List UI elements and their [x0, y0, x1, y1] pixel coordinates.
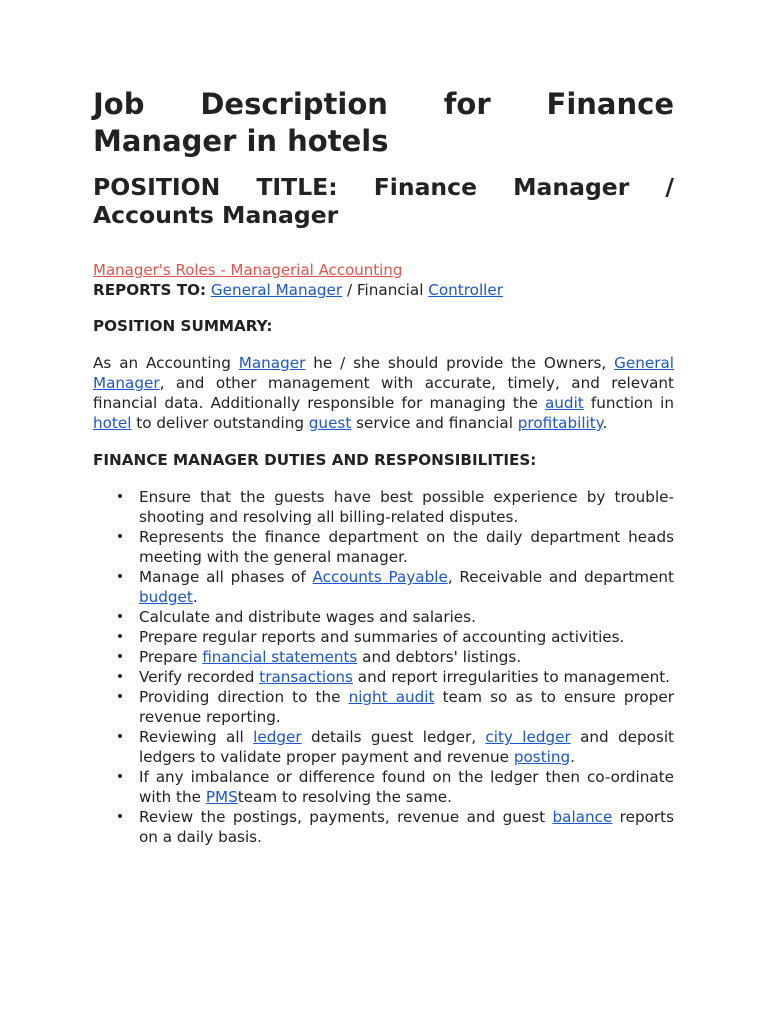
duty-item-10 [93, 767, 674, 807]
managers-roles-link[interactable]: Manager's Roles - Managerial Accounting [93, 261, 403, 279]
duty-text: If any imbalance or difference found on the ledger then co-ordinate with the [139, 768, 674, 806]
hotel-link[interactable]: hotel [93, 414, 132, 432]
duty-text: . [570, 748, 575, 766]
duty-text: Verify recorded [139, 668, 260, 686]
duty-text: Ensure that the guests have best possible experience by trouble-shooting and resolving all billing-related disputes. [139, 488, 674, 526]
position-title-label: POSITION TITLE: [93, 173, 338, 201]
duty-text: Prepare [139, 648, 203, 666]
manager-link[interactable]: Manager [238, 354, 306, 372]
controller-link[interactable]: Controller [428, 281, 503, 299]
duties-heading: FINANCE MANAGER DUTIES AND RESPONSIBILITIES: [93, 451, 537, 469]
duty-item-4 [93, 607, 674, 627]
bullet-icon: • [115, 729, 125, 745]
duties-list [93, 487, 674, 847]
duty-text: Review the postings, payments, revenue and guest [139, 808, 553, 826]
bullet-icon: • [115, 669, 125, 685]
position-summary-heading: POSITION SUMMARY: [93, 317, 273, 335]
duty-item-5 [93, 627, 674, 647]
summary-text-3: , and other management with accurate, timely, and relevant financial data. Additionally responsible for managing the [93, 374, 674, 412]
duty-item-6 [93, 647, 674, 667]
position-title-value: Finance Manager / Accounts Manager [93, 173, 674, 229]
duty-text: Represents the finance department on the daily department heads meeting with the general manager. [139, 528, 674, 566]
duty-text: . [192, 588, 198, 606]
bullet-icon: • [115, 689, 125, 705]
financial-statements-link[interactable]: financial statements [202, 648, 358, 666]
position-summary-text [93, 353, 674, 433]
summary-text-7: . [602, 414, 608, 432]
duty-text: and report irregularities to management. [352, 668, 671, 686]
budget-link[interactable]: budget [139, 588, 193, 606]
duty-text: reports on a daily basis. [139, 808, 674, 846]
bullet-icon: • [115, 489, 125, 505]
balance-link[interactable]: balance [552, 808, 613, 826]
bullet-icon: • [115, 809, 125, 825]
summary-text-1: As an Accounting [93, 354, 239, 372]
duty-item-9 [93, 727, 674, 767]
general-manager-link-2[interactable]: General Manager [93, 354, 674, 392]
bullet-icon: • [115, 529, 125, 545]
position-title [93, 173, 674, 229]
duty-text: team to resolving the same. [237, 788, 452, 806]
pms-link[interactable]: PMS [205, 788, 238, 806]
audit-link[interactable]: audit [545, 394, 584, 412]
duty-item-8 [93, 687, 674, 727]
summary-text-4: function in [583, 394, 674, 412]
page-title: Job Description for Finance Manager in hotels [93, 87, 674, 158]
duty-text: , Receivable and department [447, 568, 675, 586]
summary-text-6: service and financial [351, 414, 518, 432]
bullet-icon: • [115, 769, 125, 785]
summary-text-2: he / she should provide the Owners, [305, 354, 615, 372]
summary-text-5: to deliver outstanding [131, 414, 309, 432]
reports-to-line [93, 280, 674, 300]
duty-item-11 [93, 807, 674, 847]
posting-link[interactable]: posting [513, 748, 571, 766]
duty-text: Calculate and distribute wages and salaries. [139, 608, 476, 626]
duty-text: team so as to ensure proper revenue reporting. [139, 688, 674, 726]
duty-text: Providing direction to the [139, 688, 349, 706]
duty-text: Reviewing all [139, 728, 254, 746]
duty-text: details guest ledger, [301, 728, 486, 746]
duty-text: and debtors' listings. [357, 648, 522, 666]
bullet-icon: • [115, 629, 125, 645]
duty-item-7 [93, 667, 674, 687]
reports-to-separator: / Financial [342, 281, 429, 299]
article-body [93, 86, 674, 847]
ledger-link[interactable]: ledger [253, 728, 302, 746]
bullet-icon: • [115, 609, 125, 625]
profitability-link[interactable]: profitability [517, 414, 603, 432]
bullet-icon: • [115, 649, 125, 665]
city-ledger-link[interactable]: city ledger [485, 728, 571, 746]
duty-item-3 [93, 567, 674, 607]
accounts-payable-link[interactable]: Accounts Payable [312, 568, 448, 586]
transactions-link[interactable]: transactions [259, 668, 353, 686]
duty-text: Manage all phases of [139, 568, 313, 586]
duty-item-2 [93, 527, 674, 567]
night-audit-link[interactable]: night audit [348, 688, 435, 706]
duty-item-1 [93, 487, 674, 527]
duty-text: and deposit ledgers to validate proper payment and revenue [139, 728, 675, 766]
general-manager-link[interactable]: General Manager [210, 281, 343, 299]
reports-to-label: REPORTS TO: [93, 281, 207, 299]
duty-text: Prepare regular reports and summaries of accounting activities. [139, 628, 625, 646]
guest-link[interactable]: guest [308, 414, 352, 432]
bullet-icon: • [115, 569, 125, 585]
